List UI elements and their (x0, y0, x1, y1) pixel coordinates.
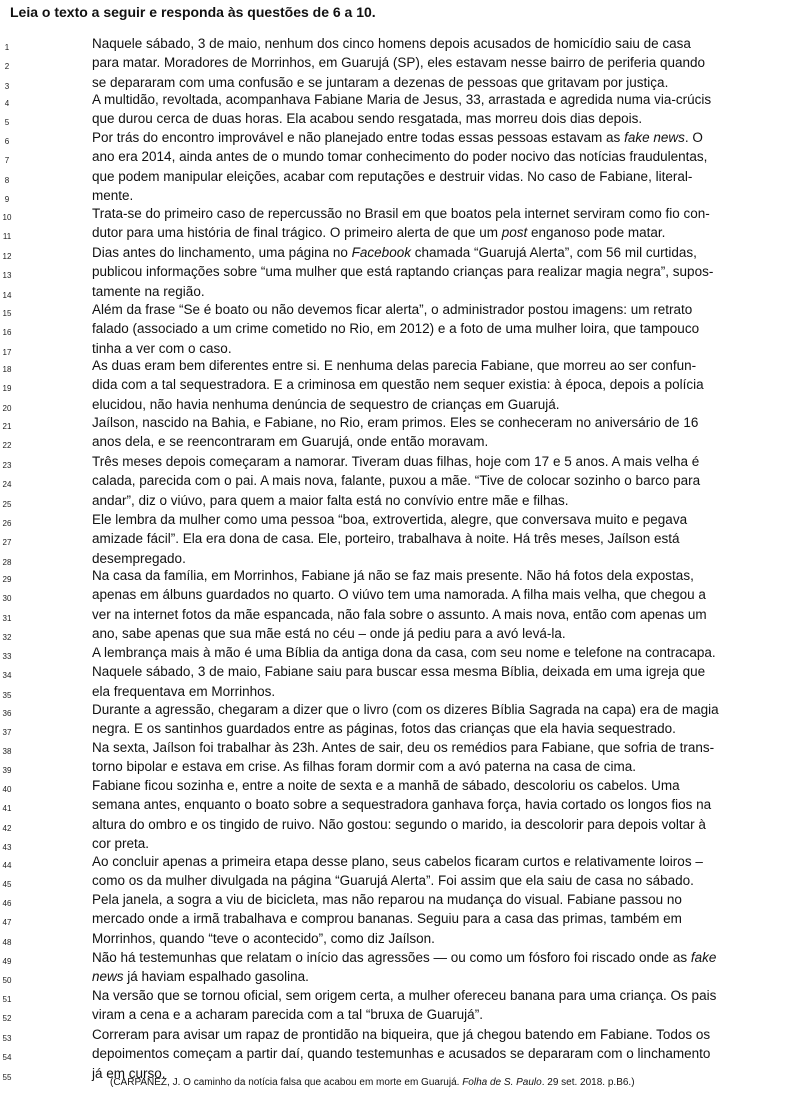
line-number: 18 (2, 365, 12, 374)
line-number: 45 (2, 880, 12, 890)
text-line (2, 778, 792, 797)
line-text: ela frequentava em Morrinhos. (92, 683, 276, 699)
line-text: mercado onde a irmã trabalhava e comprou bananas. Seguiu para a casa das primas, também em (92, 911, 682, 927)
text-line (2, 873, 792, 892)
line-number: 50 (2, 976, 12, 986)
text-line (2, 854, 792, 873)
text-line (2, 816, 792, 836)
text-line (2, 531, 792, 550)
text-line (2, 930, 792, 950)
line-number: 46 (2, 899, 12, 908)
line-number: 21 (2, 422, 12, 431)
text-line (2, 396, 792, 416)
line-number: 40 (2, 785, 12, 794)
line-text: Não há testemunhas que relatam o início das agressões — ou como um fósforo foi riscado onde as fake (92, 950, 717, 965)
line-number: 37 (2, 728, 12, 738)
text-line (2, 587, 792, 606)
text-line (2, 740, 792, 759)
line-number: 31 (2, 613, 12, 623)
line-text: Por trás do encontro improvável e não planejado entre todas essas pessoas estavam as fake news. O (92, 130, 703, 145)
text-line (2, 702, 792, 721)
text-line (2, 434, 792, 453)
line-text: Naquele sábado, 3 de maio, nenhum dos cinco homens depois acusados de homicídio saiu de casa (92, 36, 691, 51)
line-number: 4 (4, 99, 10, 108)
paragraph (4, 36, 792, 94)
paragraph (2, 206, 792, 245)
text-line (2, 759, 792, 778)
line-text: tamente na região. (92, 283, 205, 299)
line-text: Durante a agressão, chegaram a dizer que o livro (com os dizeres Bíblia Sagrada na capa) era de magia (92, 702, 719, 717)
text-line (4, 130, 792, 149)
text-line (2, 1007, 792, 1026)
text-line (2, 645, 792, 664)
line-number: 43 (2, 842, 12, 852)
line-text: mente. (92, 187, 134, 203)
line-number: 2 (4, 62, 10, 72)
text-line (2, 473, 792, 492)
text-line (2, 625, 792, 645)
line-text: viram a cena e a acharam parecida com a tal “bruxa de Guarujá”. (92, 1007, 483, 1023)
paragraph (2, 245, 792, 303)
text-line (2, 969, 792, 988)
paragraph (2, 645, 792, 703)
paragraph (2, 854, 792, 893)
line-number: 12 (2, 252, 12, 261)
text-line (4, 149, 792, 168)
line-text: dutor para uma história de final trágico. O primeiro alerta de que um post enganoso pode matar. (92, 225, 666, 241)
text-line (4, 187, 792, 207)
text-line (2, 225, 792, 244)
text-line (2, 683, 792, 703)
line-number: 38 (2, 747, 12, 756)
paragraph (2, 568, 792, 645)
line-number: 30 (2, 594, 12, 604)
text-line (2, 245, 792, 264)
line-text: ano, sabe apenas que sua mãe está no céu – onde já pediu para a avó levá-la. (92, 625, 566, 641)
line-number: 14 (2, 290, 12, 300)
text-line (2, 797, 792, 816)
line-number: 16 (2, 328, 12, 338)
line-number: 15 (2, 309, 12, 318)
line-text: Correram para avisar um rapaz de prontidão na biqueira, que já chegou batendo em Fabiane. Todos os (92, 1027, 711, 1042)
text-line (2, 835, 792, 855)
line-number: 32 (2, 632, 12, 642)
paragraph (2, 740, 792, 779)
text-line (2, 988, 792, 1007)
line-text: anos dela, e se reencontraram em Guarujá, onde então moravam. (92, 434, 489, 450)
line-text: já em curso. (92, 1065, 166, 1081)
line-number: 35 (2, 690, 12, 700)
text-line (2, 454, 792, 473)
line-number: 1 (4, 43, 10, 52)
line-number: 25 (2, 499, 12, 509)
line-number: 53 (2, 1034, 12, 1043)
line-text: Na casa da família, em Morrinhos, Fabiane já não se faz mais presente. Não há fotos dela expostas, (92, 568, 694, 583)
line-number: 20 (2, 403, 12, 413)
line-text: negra. E os santinhos guardados entre as páginas, fotos das crianças que ela havia sequestrado. (92, 721, 676, 737)
line-text: elucidou, não havia nenhuma denúncia de sequestro de crianças em Guarujá. (92, 396, 560, 412)
line-text: A lembrança mais à mão é uma Bíblia da antiga dona da casa, com seu nome e telefone na contracapa. (92, 645, 716, 660)
text-line (2, 302, 792, 321)
line-number: 7 (4, 156, 10, 166)
line-number: 39 (2, 766, 12, 776)
paragraph (2, 358, 792, 416)
line-text: Naquele sábado, 3 de maio, Fabiane saiu para buscar essa mesma Bíblia, deixada em uma igreja que (92, 664, 706, 680)
paragraph (2, 778, 792, 855)
line-number: 44 (2, 861, 12, 870)
line-text: para matar. Moradores de Morrinhos, em Guarujá (SP), eles estavam nesse bairro de periferia quando (92, 55, 706, 71)
paragraph (2, 454, 792, 512)
line-text: Ele lembra da mulher como uma pessoa “boa, extrovertida, alegre, que conversava muito e pegava (92, 512, 688, 527)
text-line (2, 512, 792, 531)
line-number: 52 (2, 1014, 12, 1024)
text-line (2, 206, 792, 225)
line-text: que durou cerca de duas horas. Ela acabou sendo resgatada, mas morreu dois dias depois. (92, 111, 643, 127)
text-line (4, 92, 792, 111)
text-line (4, 74, 792, 94)
line-number: 17 (2, 347, 12, 357)
text-line (2, 1046, 792, 1065)
line-number: 3 (4, 81, 10, 91)
line-text: Na sexta, Jaílson foi trabalhar às 23h. Antes de sair, deu os remédios para Fabiane, que sofria de trans- (92, 740, 715, 755)
text-line (2, 1027, 792, 1046)
line-text: dida com a tal sequestradora. E a criminosa em questão nem sequer existia: à época, depois a polícia (92, 377, 704, 393)
paragraph (4, 92, 792, 131)
line-text: desempregado. (92, 550, 186, 566)
line-text: Jaílson, nascido na Bahia, e Fabiane, no Rio, eram primos. Eles se conheceram no aniversário de 16 (92, 415, 699, 430)
line-number: 26 (2, 519, 12, 528)
line-text: cor preta. (92, 835, 150, 851)
line-text: que podem manipular eleições, acabar com reputações e destruir vidas. No caso de Fabiane, literal- (92, 168, 693, 184)
line-text: torno bipolar e estava em crise. As filhas foram dormir com a avó paterna na casa de cima. (92, 759, 637, 775)
text-line (2, 377, 792, 396)
line-text: se depararam com uma confusão e se juntaram a dezenas de pessoas que gritavam por justiça. (92, 74, 669, 90)
line-number: 6 (4, 137, 10, 146)
line-text: Três meses depois começaram a namorar. Tiveram duas filhas, hoje com 17 e 5 anos. A mais velha é (92, 454, 700, 469)
line-number: 55 (2, 1072, 12, 1082)
text-line (2, 606, 792, 626)
line-number: 28 (2, 557, 12, 567)
text-line (4, 168, 792, 188)
paragraph (2, 302, 792, 360)
line-number: 48 (2, 937, 12, 947)
text-line (2, 664, 792, 683)
text-line (2, 340, 792, 360)
text-line (2, 358, 792, 377)
text-line (2, 892, 792, 911)
line-text: Morrinhos, quando “teve o acontecido”, como diz Jaílson. (92, 930, 435, 946)
line-text: publicou informações sobre “uma mulher que está raptando crianças para realizar magia negra”, supos- (92, 264, 714, 280)
line-number: 10 (2, 213, 12, 222)
paragraph (2, 950, 792, 989)
line-text: Trata-se do primeiro caso de repercussão no Brasil em que boatos pela internet serviram como fio con- (92, 206, 710, 221)
text-line (2, 550, 792, 570)
line-number: 19 (2, 384, 12, 394)
line-number: 49 (2, 957, 12, 966)
paragraph (2, 892, 792, 950)
text-line (4, 111, 792, 130)
line-number: 27 (2, 538, 12, 548)
text-line (2, 492, 792, 512)
line-text: apenas em álbuns guardados no quarto. O viúvo tem uma namorada. A filha mais velha, que chegou a (92, 587, 706, 603)
line-number: 9 (4, 194, 10, 204)
source-citation: (CARPANEZ, J. O caminho da notícia falsa que acabou em morte em Guarujá. Folha de S. Paulo. 29 set. 2018. p.B6.) (110, 1077, 635, 1088)
paragraph (2, 988, 792, 1027)
text-line (2, 321, 792, 340)
line-text: calada, parecida com o pai. A mais nova, falante, puxou a mãe. “Tive de colocar sozinho o barco para (92, 473, 701, 489)
text-line (2, 264, 792, 283)
paragraph (2, 512, 792, 570)
line-text: Dias antes do linchamento, uma página no Facebook chamada “Guarujá Alerta”, com 56 mil curtidas, (92, 245, 697, 260)
line-number: 42 (2, 823, 12, 833)
line-number: 13 (2, 271, 12, 281)
line-text: depoimentos começam a partir daí, quando testemunhas e acusados se depararam com o linchamento (92, 1046, 711, 1062)
line-number: 5 (4, 118, 10, 128)
instruction-heading: Leia o texto a seguir e responda às questões de 6 a 10. (10, 4, 376, 20)
text-line (4, 36, 792, 55)
line-text: tinha a ver com o caso. (92, 340, 232, 356)
line-text: Ao concluir apenas a primeira etapa desse plano, seus cabelos ficaram curtos e relativamente loiros – (92, 854, 703, 869)
line-text: As duas eram bem diferentes entre si. E nenhuma delas parecia Fabiane, que morreu ao ser confun- (92, 358, 697, 373)
paragraph (2, 702, 792, 741)
line-text: altura do ombro e os tingido de ruivo. Não gostou: segundo o marido, ia descolorir para depois voltar à (92, 816, 706, 832)
line-text: ver na internet fotos da mãe espancada, não fala sobre o assunto. A mais nova, então com apenas um (92, 606, 707, 622)
line-text: falado (associado a um crime cometido no Rio, em 2012) e a foto de uma mulher loira, que tampouco (92, 321, 700, 337)
line-text: Além da frase “Se é boato ou não devemos ficar alerta”, o administrador postou imagens: um retrato (92, 302, 693, 317)
line-number: 11 (2, 232, 12, 242)
line-number: 36 (2, 709, 12, 718)
text-line (2, 415, 792, 434)
paragraph (2, 415, 792, 454)
line-text: andar”, diz o viúvo, para quem a maior falta está no convívio entre mãe e filhas. (92, 492, 569, 508)
line-text: Pela janela, a sogra a viu de bicicleta, mas não reparou na mudança do visual. Fabiane passou no (92, 892, 682, 907)
paragraph (4, 130, 792, 207)
line-text: news já haviam espalhado gasolina. (92, 969, 309, 985)
line-text: Fabiane ficou sozinha e, entre a noite de sexta e a manhã de sábado, descoloriu os cabelos. Uma (92, 778, 680, 793)
line-text: ano era 2014, ainda antes de o mundo tomar conhecimento do poder nocivo das notícias fraudulentas, (92, 149, 708, 165)
line-number: 51 (2, 995, 12, 1004)
line-text: como os da mulher divulgada na página “Guarujá Alerta”. Foi assim que ela saiu de casa no sábado. (92, 873, 694, 889)
text-line (2, 568, 792, 587)
text-line (2, 911, 792, 930)
line-number: 41 (2, 804, 12, 814)
text-line (4, 55, 792, 74)
line-number: 8 (4, 175, 10, 185)
line-number: 23 (2, 461, 12, 470)
line-number: 54 (2, 1053, 12, 1063)
line-number: 33 (2, 652, 12, 661)
line-number: 47 (2, 918, 12, 928)
text-line (2, 283, 792, 303)
text-line (2, 721, 792, 740)
line-number: 34 (2, 671, 12, 681)
line-text: semana antes, enquanto o boato sobre a sequestradora ganhava força, havia cortado os longos fios na (92, 797, 712, 813)
text-line (2, 950, 792, 969)
line-text: amizade fácil”. Ela era dona de casa. Ele, porteiro, trabalhava à noite. Há três meses, Jaílson está (92, 531, 680, 547)
line-text: Na versão que se tornou oficial, sem origem certa, a mulher ofereceu banana para uma criança. Os pais (92, 988, 717, 1003)
line-number: 22 (2, 441, 12, 451)
line-text: A multidão, revoltada, acompanhava Fabiane Maria de Jesus, 33, arrastada e agredida numa via-crúcis (92, 92, 712, 107)
line-number: 24 (2, 480, 12, 490)
line-number: 29 (2, 575, 12, 584)
